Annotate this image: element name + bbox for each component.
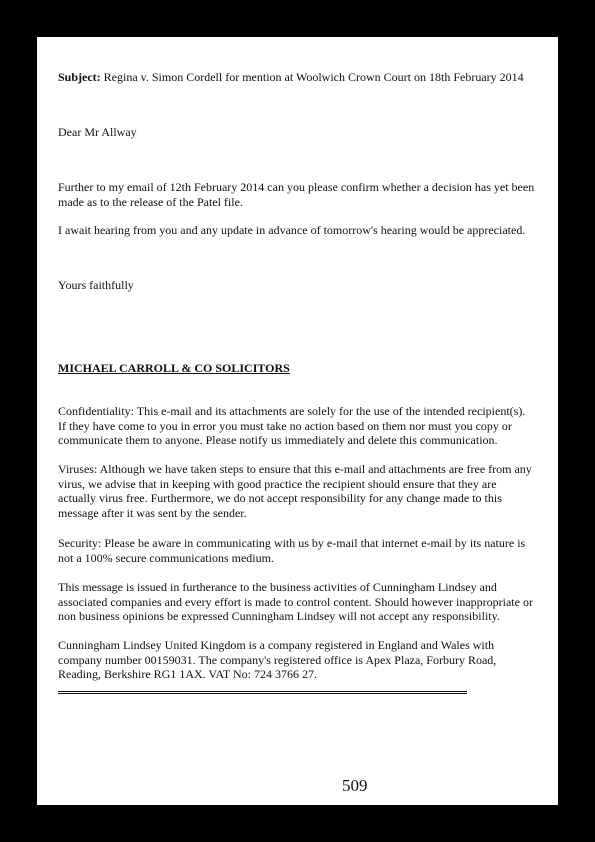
subject-text: Regina v. Simon Cordell for mention at Woolwich Crown Court on 18th February 2014 xyxy=(103,70,524,84)
registration-notice: Cunningham Lindsey United Kingdom is a company registered in England and Wales with company number 00159031. The company's registered office is Apex Plaza, Forbury Road, Reading, Berkshire RG1 1AX. VAT No: 724 3766 27. xyxy=(58,638,497,682)
firm-name: MICHAEL CARROLL & CO SOLICITORS xyxy=(58,361,290,375)
security-notice: Security: Please be aware in communicating with us by e-mail that internet e-mail by its nature is not a 100% secure communications medium. xyxy=(58,536,526,565)
viruses-notice: Viruses: Although we have taken steps to ensure that this e-mail and attachments are free from any virus, we advise that in keeping with good practice the recipient should ensure that they are actually virus free. Furthermore, we do not accept responsibility for any change made to this message after it was sent by the sender. xyxy=(58,462,532,520)
message-notice: This message is issued in furtherance to the business activities of Cunningham Lindsey and associated companies and every effort is made to control content. Should however inappropriate or non business opinions be expressed Cunningham Lindsey will not accept any responsibility. xyxy=(58,580,533,624)
divider-line-top xyxy=(58,691,467,692)
page-number: 509 xyxy=(342,776,368,795)
divider-line xyxy=(58,693,467,694)
document-page xyxy=(37,37,558,805)
signoff: Yours faithfully xyxy=(58,278,134,292)
subject-label: Subject: xyxy=(58,70,101,84)
confidentiality-notice: Confidentiality: This e-mail and its attachments are solely for the use of the intended recipient(s). If they have come to you in error you must take no action based on them nor must you copy or communicate them to anyone. Please notify us immediately and delete this communication. xyxy=(58,404,526,448)
subject-line xyxy=(58,70,524,85)
body-paragraph-1: Further to my email of 12th February 2014 can you please confirm whether a decision has yet been made as to the release of the Patel file. xyxy=(58,180,535,209)
body-paragraph-2: I await hearing from you and any update in advance of tomorrow's hearing would be appreciated. xyxy=(58,223,526,237)
greeting: Dear Mr Allway xyxy=(58,125,137,139)
